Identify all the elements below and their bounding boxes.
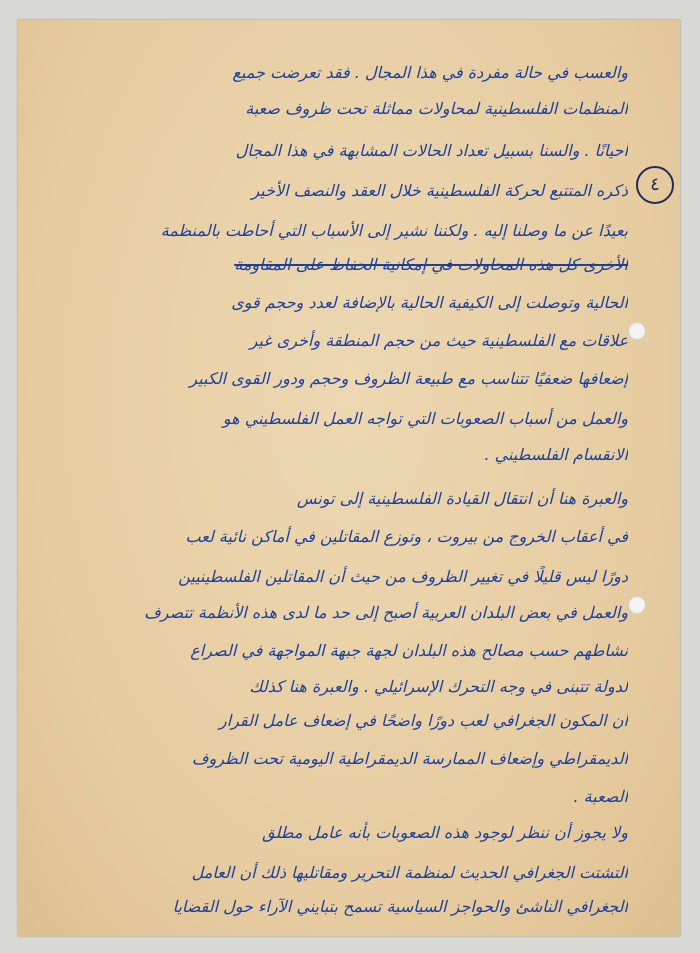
text-line: الحالية وتوصلت إلى الكيفية الحالية بالإضافة لعدد وحجم قوى [231,293,628,312]
text-line: والعمل في بعض البلدان العربية أصبح إلى حد ما لدى هذه الأنظمة تتصرف [144,603,628,622]
text-line: دورًا ليس قليلًا في تغيير الظروف من حيث أن المقاتلين الفلسطينيين [178,567,628,586]
text-line: لدولة تتبنى في وجه التحرك الإسرائيلي . والعبرة هنا كذلك [249,677,628,696]
text-line: والعبرة هنا أن انتقال القيادة الفلسطينية إلى تونس [296,489,628,508]
text-line: التشتت الجغرافي الحديث لمنظمة التحرير ومقاتليها ذلك أن العامل [191,863,628,882]
text-line: والعمل من أسباب الصعوبات التي تواجه العمل الفلسطيني هو [222,409,628,428]
text-line: نشاطهم حسب مصالح هذه البلدان لجهة جبهة المواجهة في الصراع [190,641,628,660]
text-line: والعسب في حالة مفردة في هذا المجال . فقد تعرضت جميع [232,63,628,82]
text-line: الانقسام الفلسطيني . [484,445,628,464]
page-number: ٤ [636,166,674,204]
punch-hole-upper [628,322,646,340]
text-line: إضعافها ضعفيًا تتناسب مع طبيعة الظروف وحجم ودور القوى الكبير [189,369,628,388]
text-line: الصعبة . [573,787,628,806]
text-line: الجغرافي الناشئ والحواجز السياسية تسمح بتبايني الآراء حول القضايا [172,897,628,916]
manuscript-page [18,20,680,936]
text-line: ولا يجوز أن ننظر لوجود هذه الصعوبات بأنه عامل مطلق [262,823,628,842]
text-line: في أعقاب الخروج من بيروت ، وتوزع المقاتلين في أماكن نائية لعب [185,527,628,546]
text-line: علاقات مع الفلسطينية حيث من حجم المنطقة وأخرى غير [249,331,628,350]
text-line: المنظمات الفلسطينية لمحاولات مماثلة تحت ظروف صعبة [245,99,628,118]
text-line: ذكره المتتبع لحركة الفلسطينية خلال العقد والنصف الأخير [251,181,628,200]
text-line: بعيدًا عن ما وصلنا إليه . ولكننا نشير إلى الأسباب التي أحاطت بالمنظمة [160,221,628,240]
text-line: أحيانًا . والسنا بسبيل تعداد الحالات المشابهة في هذا المجال [235,141,628,160]
text-line: أن المكون الجغرافي لعب دورًا واضحًا في إضعاف عامل القرار [218,711,628,730]
punch-hole-lower [628,596,646,614]
text-line: الديمقراطي وإضعاف الممارسة الديمقراطية اليومية تحت الظروف [191,749,628,768]
text-line: الأخرى كل هذه المحاولات في إمكانية الحفاظ على المقاومة [234,255,628,274]
